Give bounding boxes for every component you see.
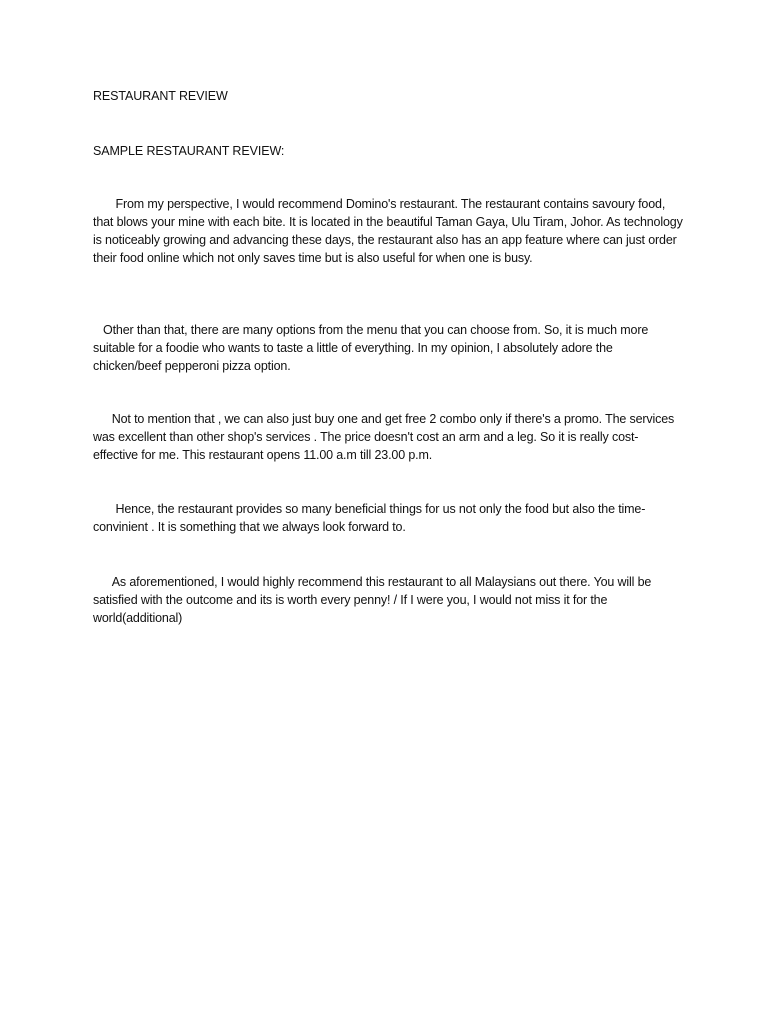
- document-subtitle: SAMPLE RESTAURANT REVIEW:: [93, 144, 285, 158]
- review-paragraph-conclusion: As aforementioned, I would highly recommend this restaurant to all Malaysians out there. You will be satisfied with the outcome and its is worth every penny! / If I were you, I would not miss it for the world(additional): [93, 575, 652, 625]
- document-title: RESTAURANT REVIEW: [93, 89, 228, 103]
- review-paragraph-menu: Other than that, there are many options from the menu that you can choose from. So, it is much more suitable for a foodie who wants to taste a little of everything. In my opinion, I absolutely adore the chicken/beef pepperoni pizza option.: [93, 323, 649, 373]
- review-paragraph-benefits: Hence, the restaurant provides so many beneficial things for us not only the food but also the time-convinient . It is something that we always look forward to.: [93, 502, 646, 534]
- review-paragraph-intro: From my perspective, I would recommend Domino's restaurant. The restaurant contains savoury food, that blows your mine with each bite. It is located in the beautiful Taman Gaya, Ulu Tiram, Johor. As technology is noticeably growing and advancing these days, the restaurant also has an app feature where can just order their food online which not only saves time but is also useful for when one is busy.: [93, 197, 683, 265]
- review-paragraph-promo: Not to mention that , we can also just buy one and get free 2 combo only if there's a promo. The services was excellent than other shop's services . The price doesn't cost an arm and a leg. So it is really cost-effective for me. This restaurant opens 11.00 a.m till 23.00 p.m.: [93, 412, 675, 462]
